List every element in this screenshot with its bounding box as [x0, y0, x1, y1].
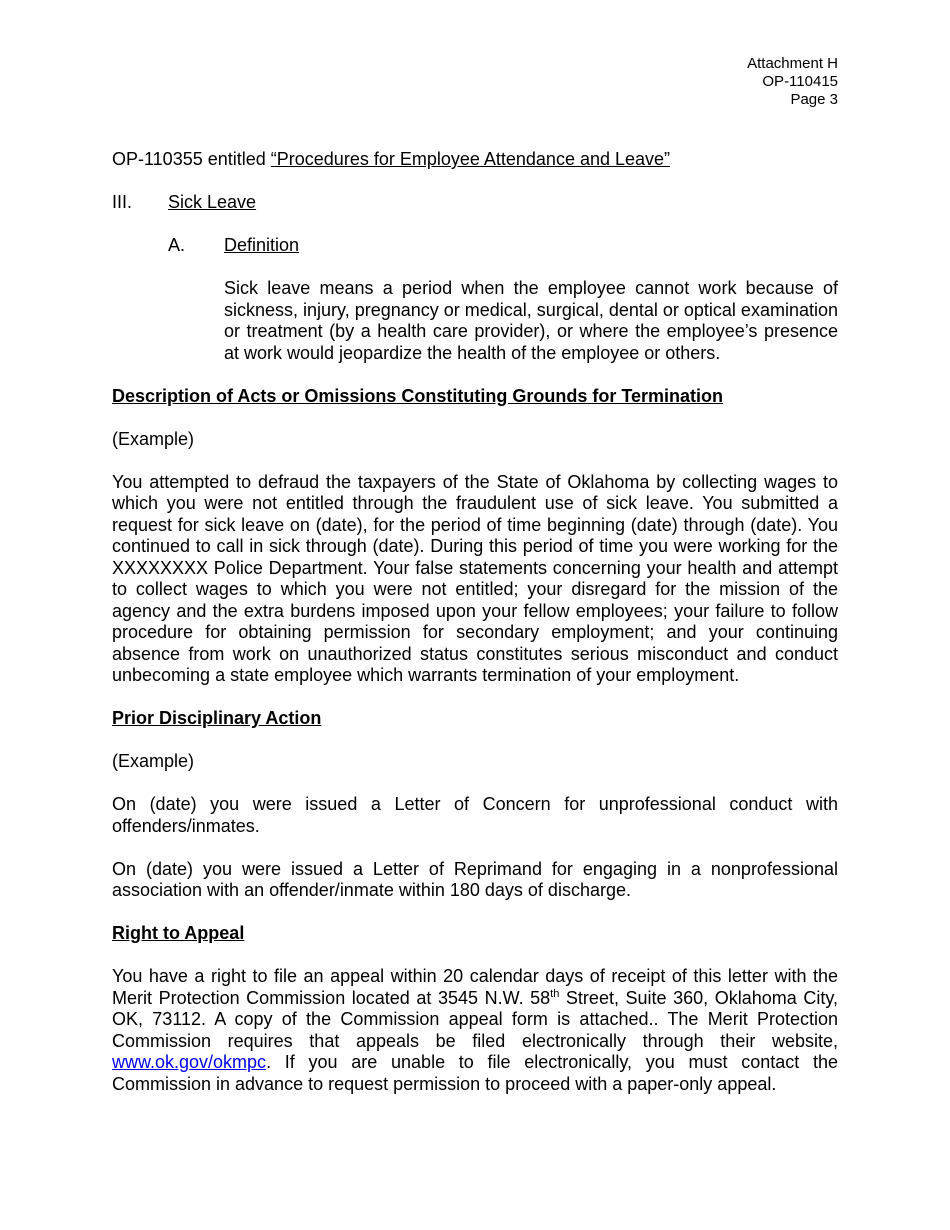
description-heading: Description of Acts or Omissions Constituting Grounds for Termination	[112, 385, 724, 406]
document-header	[747, 55, 838, 109]
definition-text: Sick leave means a period when the employee cannot work because of sickness, injury, pregnancy or medical, surgical, dental or optical examination or treatment (by a health care provider), or where the employee’s presence at work would jeopardize the health of the employee or others.	[224, 278, 838, 363]
description-text: You attempted to defraud the taxpayers of the State of Oklahoma by collecting wages to which you were not entitled through the fraudulent use of sick leave. You submitted a request for sick leave on (date), for the period of time beginning (date) through (date). You continued to call in sick through (date). During this period of time you were working for the XXXXXXXX Police Department. Your false statements concerning your health and attempt to collect wages to which you were not entitled; your disregard for the mission of the agency and the extra burdens imposed upon your fellow employees; your failure to follow procedure for obtaining permission for secondary employment; and your continuing absence from work on unauthorized status constitutes serious misconduct and conduct unbecoming a state employee which warrants termination of your employment.	[112, 471, 838, 685]
attachment-label: Attachment H	[747, 55, 838, 72]
okmpc-website-link[interactable]: www.ok.gov/okmpc	[112, 1052, 267, 1072]
subsection-a-heading	[112, 235, 838, 257]
section-iii-heading	[112, 192, 838, 214]
subsection-letter: A.	[168, 235, 186, 255]
section-title: Sick Leave	[168, 192, 257, 212]
policy-prefix: OP-110355 entitled	[112, 149, 271, 169]
appeal-text-part2: Street, Suite 360, Oklahoma City, OK, 73112. A copy of the Commission appeal form is attached.. The Merit Protection Commission requires that appeals be filed electronically through their website,	[112, 987, 838, 1051]
op-number: OP-110415	[762, 73, 838, 90]
prior-action-example-label: (Example)	[112, 751, 195, 771]
ordinal-suffix: th	[550, 987, 560, 1000]
appeal-heading: Right to Appeal	[112, 923, 245, 943]
appeal-text-part3: . If you are unable to file electronically, you must contact the Commission in advance to request permission to proceed with a paper-only appeal.	[112, 1052, 838, 1094]
subsection-title: Definition	[224, 235, 300, 255]
appeal-text-part1: You have a right to file an appeal within 20 calendar days of receipt of this letter with the Merit Protection Commission located at 3545 N.W. 58	[112, 966, 838, 1008]
policy-title: “Procedures for Employee Attendance and Leave”	[270, 149, 671, 169]
document-body	[112, 149, 838, 1095]
page-number: Page 3	[790, 91, 838, 108]
prior-action-paragraph-2: On (date) you were issued a Letter of Reprimand for engaging in a nonprofessional association with an offender/inmate within 180 days of discharge.	[112, 858, 838, 900]
appeal-text	[112, 966, 838, 1095]
description-example-label: (Example)	[112, 428, 195, 449]
policy-reference	[112, 149, 838, 171]
prior-action-paragraph-1: On (date) you were issued a Letter of Concern for unprofessional conduct with offenders/inmates.	[112, 794, 838, 836]
section-number: III.	[112, 192, 133, 212]
prior-action-heading: Prior Disciplinary Action	[112, 708, 322, 728]
